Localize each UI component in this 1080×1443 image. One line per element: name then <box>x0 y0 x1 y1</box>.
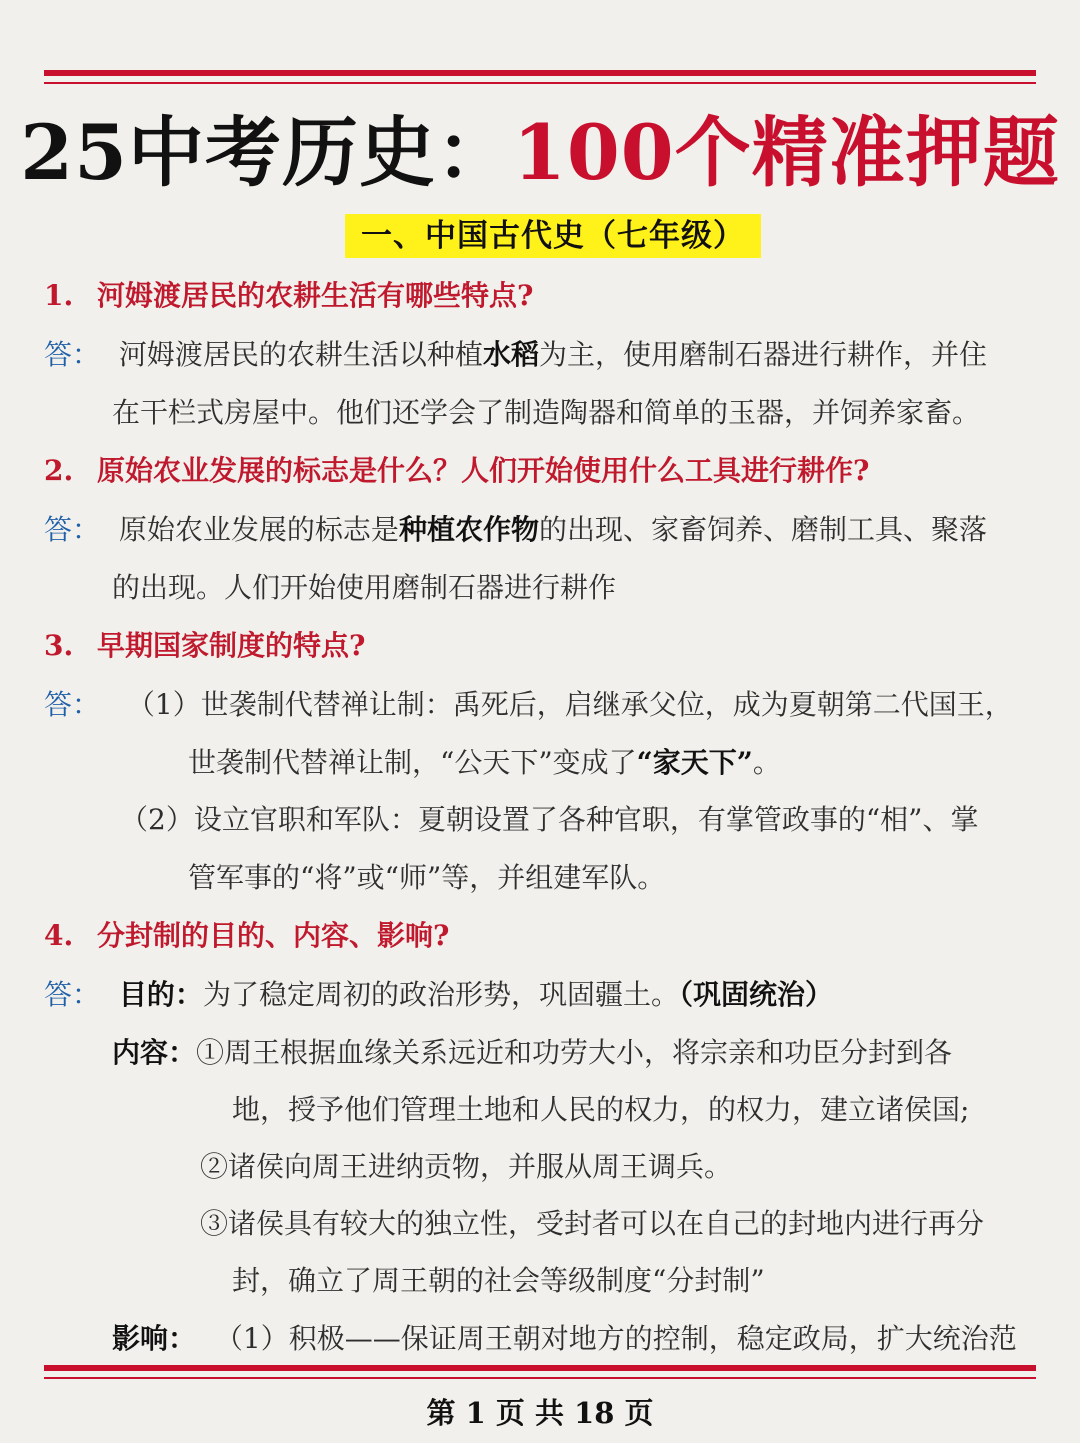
answer-label: 答： <box>44 978 101 1011</box>
answer-text: 的出现、家畜饲养、磨制工具、聚落 <box>538 513 987 546</box>
answer-4-content-1-line-1 <box>112 1033 952 1073</box>
answer-3-point-1-line-1 <box>44 685 1013 725</box>
purpose-keyword: （巩固统治） <box>678 978 833 1011</box>
answer-keyword: “家天下” <box>636 746 753 779</box>
question-number: 2. <box>44 454 74 487</box>
answer-text: 河姆渡居民的农耕生活以种植 <box>118 338 483 371</box>
title-part2: 100个精准押题 <box>513 108 1060 197</box>
purpose-label: 目的： <box>118 978 203 1011</box>
answer-4-purpose <box>44 975 833 1015</box>
question-text: 早期国家制度的特点? <box>96 629 366 662</box>
answer-text: 原始农业发展的标志是 <box>118 513 399 546</box>
question-text: 原始农业发展的标志是什么？人们开始使用什么工具进行耕作? <box>96 454 870 487</box>
page-title <box>0 108 1080 198</box>
page-counter: 第 1 页 共 18 页 <box>426 1396 654 1430</box>
bottom-rule-thin <box>44 1377 1036 1379</box>
answer-1-line-1 <box>44 335 987 375</box>
answer-3-point-1-line-2 <box>188 743 781 783</box>
question-2 <box>44 451 869 491</box>
question-number: 3. <box>44 629 74 662</box>
answer-label: 答： <box>44 688 101 721</box>
answer-4-content-1-line-2: 地，授予他们管理土地和人民的权力，的权力，建立诸侯国; <box>232 1093 970 1126</box>
answer-text: 为主，使用磨制石器进行耕作，并住 <box>538 338 987 371</box>
section-heading: 一、中国古代史（七年级） <box>345 214 761 258</box>
answer-3-point-2-line-1: （2）设立官职和军队：夏朝设置了各种官职，有掌管政事的“相”、掌 <box>120 803 979 836</box>
title-part1: 25中考历史： <box>20 108 514 197</box>
question-3 <box>44 626 365 666</box>
content-text: ①周王根据血缘关系远近和功劳大小，将宗亲和功臣分封到各 <box>196 1036 953 1069</box>
bottom-rule-thick <box>44 1365 1036 1371</box>
impact-label: 影响： <box>112 1322 197 1355</box>
answer-4-impact <box>112 1319 1017 1359</box>
answer-text: （1）世袭制代替禅让制：禹死后，启继承父位，成为夏朝第二代国王， <box>126 688 1013 721</box>
top-rule-thin <box>44 82 1036 84</box>
answer-3-point-2-line-2: 管军事的“将”或“师”等，并组建军队。 <box>188 861 666 894</box>
answer-4-content-3-line-1: ③诸侯具有较大的独立性，受封者可以在自己的封地内进行再分 <box>200 1207 985 1240</box>
content-label: 内容： <box>112 1036 197 1069</box>
answer-1-line-2: 在干栏式房屋中。他们还学会了制造陶器和简单的玉器，并饲养家畜。 <box>112 396 981 429</box>
question-4 <box>44 916 449 956</box>
question-1 <box>44 276 533 316</box>
answer-4-content-2: ②诸侯向周王进纳贡物，并服从周王调兵。 <box>200 1150 733 1183</box>
question-text: 河姆渡居民的农耕生活有哪些特点? <box>96 279 534 312</box>
answer-2-line-2: 的出现。人们开始使用磨制石器进行耕作 <box>112 571 617 604</box>
answer-text: 世袭制代替禅让制，“公天下”变成了 <box>188 746 637 779</box>
answer-text: 。 <box>752 746 781 779</box>
answer-keyword: 水稻 <box>482 338 539 371</box>
impact-text: （1）积极——保证周王朝对地方的控制，稳定政局，扩大统治范 <box>214 1322 1017 1355</box>
answer-4-content-3-line-2: 封，确立了周王朝的社会等级制度“分封制” <box>232 1264 765 1297</box>
question-number: 1. <box>44 279 74 312</box>
question-number: 4. <box>44 919 74 952</box>
answer-2-line-1 <box>44 510 987 550</box>
answer-label: 答： <box>44 513 101 546</box>
answer-keyword: 种植农作物 <box>398 513 539 546</box>
answer-label: 答： <box>44 338 101 371</box>
question-text: 分封制的目的、内容、影响? <box>96 919 450 952</box>
top-rule-thick <box>44 70 1036 76</box>
purpose-text: 为了稳定周初的政治形势，巩固疆土。 <box>202 978 679 1011</box>
